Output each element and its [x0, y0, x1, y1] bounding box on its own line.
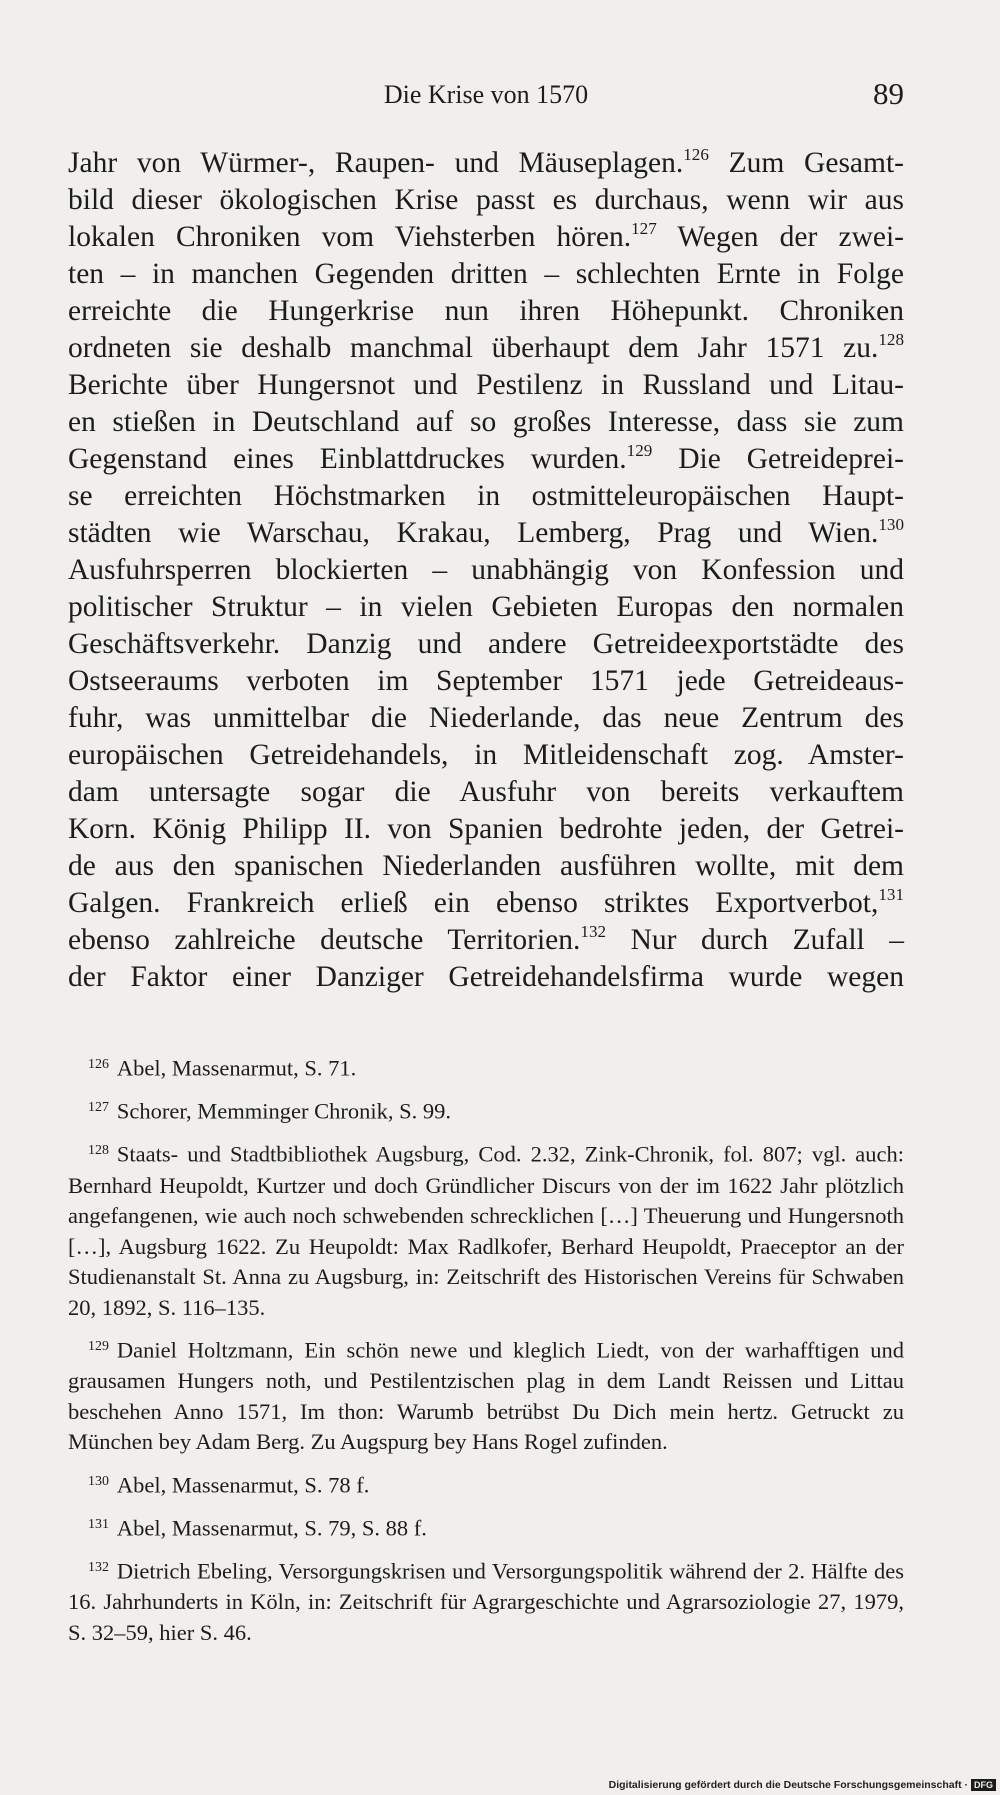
body-line-text: dam untersagte sogar die Ausfuhr von bereits verkauftem: [68, 776, 904, 808]
body-line-text: lokalen Chroniken vom Viehsterben hören.: [68, 221, 632, 253]
body-line-text: ten – in manchen Gegenden dritten – schlechten Ernte in Folge: [68, 258, 904, 290]
body-line: [68, 478, 904, 515]
body-line: [68, 737, 904, 774]
footnote-number: 131: [88, 1516, 109, 1532]
body-line-text: en stießen in Deutschland auf so großes Interesse, dass sie zum: [68, 406, 904, 438]
body-line: [68, 959, 904, 996]
body-line-text-after: Nur durch Zufall –: [606, 924, 905, 956]
footnote-reference: 131: [878, 885, 904, 905]
body-line-text-after: Zum Gesamt-: [708, 147, 904, 179]
body-line-text: Gegenstand eines Einblattdruckes wurden.: [68, 443, 627, 475]
footnote-text: Daniel Holtzmann, Ein schön newe und kleglich Liedt, von der warhafftigen und grausamen Hungers noth, und Pestilentzischen plag in dem Landt Reissen und Littau beschehen Anno 1571, Im thon: Warumb betrübst Du Dich mein hertz. Getruckt zu München bey Adam Berg. Zu Augspurg bey Hans Rogel zufinden.: [68, 1337, 904, 1455]
body-line-text: Ostseeraums verboten im September 1571 jede Getreideaus-: [68, 665, 904, 697]
footnote-number: 127: [88, 1100, 109, 1116]
body-line: [68, 441, 904, 478]
body-line: [68, 885, 904, 922]
body-line-text: Galgen. Frankreich erließ ein ebenso striktes Exportverbot,: [68, 887, 879, 919]
body-line-text: der Faktor einer Danziger Getreidehandelsfirma wurde wegen: [68, 961, 904, 993]
footnote-number: 128: [88, 1143, 109, 1159]
body-line-text: erreichte die Hungerkrise nun ihren Höhepunkt. Chroniken: [68, 295, 904, 327]
body-line: [68, 663, 904, 700]
body-line: [68, 626, 904, 663]
page-number: 89: [873, 76, 904, 111]
footnote-text: Abel, Massenarmut, S. 71.: [116, 1055, 357, 1081]
footnote: [68, 1553, 904, 1648]
body-line: [68, 848, 904, 885]
footnote: [68, 1050, 904, 1084]
digitization-note: Digitalisierung gefördert durch die Deutsche Forschungsgemeinschaft ·: [608, 1779, 968, 1791]
footnote: [68, 1093, 904, 1127]
body-line-text: ordneten sie deshalb manchmal überhaupt dem Jahr 1571 zu.: [68, 332, 879, 364]
footnote-text: Abel, Massenarmut, S. 79, S. 88 f.: [116, 1515, 427, 1541]
footnote-number: 130: [88, 1473, 109, 1489]
body-line: [68, 256, 904, 293]
footnote-reference: 126: [683, 145, 709, 165]
footnote: [68, 1332, 904, 1458]
body-line-text: europäischen Getreidehandels, in Mitleidenschaft zog. Amster-: [68, 739, 904, 771]
page-header: [68, 76, 904, 116]
footnotes: [68, 1050, 904, 1657]
body-line: [68, 811, 904, 848]
footnote-text: Dietrich Ebeling, Versorgungskrisen und Versorgungspolitik während der 2. Hälfte des 16. Jahrhunderts in Köln, in: Zeitschrift für Agrargeschichte und Agrarsoziologie 27, 1979, S. 32–59, hier S. 46.: [68, 1558, 904, 1645]
footnote: [68, 1136, 904, 1323]
footnote-text: Abel, Massenarmut, S. 78 f.: [116, 1472, 370, 1498]
body-line: [68, 293, 904, 330]
running-title: Die Krise von 1570: [383, 80, 589, 109]
body-line-text: bild dieser ökologischen Krise passt es durchaus, wenn wir aus: [68, 184, 904, 216]
footnote-reference: 132: [580, 922, 607, 942]
body-line: [68, 219, 904, 256]
body-line: [68, 330, 904, 367]
body-line-text-after: Die Getreideprei-: [652, 443, 904, 475]
footnote-number: 129: [88, 1339, 109, 1355]
body-line-text: Ausfuhrsperren blockierten – unabhängig von Konfession und: [68, 554, 904, 586]
footnote: [68, 1467, 904, 1501]
body-line-text: städten wie Warschau, Krakau, Lemberg, Prag und Wien.: [68, 517, 879, 549]
body-line: [68, 700, 904, 737]
dfg-logo-icon: DFG: [971, 1779, 996, 1791]
body-line-text: Geschäftsverkehr. Danzig und andere Getreideexportstädte des: [68, 628, 904, 660]
body-text: [68, 145, 904, 996]
footnote-reference: 128: [878, 330, 904, 350]
footnote-text: Schorer, Memminger Chronik, S. 99.: [116, 1098, 451, 1124]
body-line-text: Berichte über Hungersnot und Pestilenz in Russland und Litau-: [68, 369, 904, 401]
body-line-text: Korn. König Philipp II. von Spanien bedrohte jeden, der Getrei-: [68, 813, 904, 845]
footnote-reference: 129: [626, 441, 653, 461]
body-line: [68, 182, 904, 219]
body-line-text: ebenso zahlreiche deutsche Territorien.: [68, 924, 581, 956]
digitization-footer: [609, 1779, 996, 1791]
body-line: [68, 589, 904, 626]
body-line: [68, 367, 904, 404]
footnote-reference: 130: [878, 515, 904, 535]
body-line-text-after: Wegen der zwei-: [656, 221, 904, 253]
body-line: [68, 922, 904, 959]
footnote-number: 132: [88, 1560, 109, 1576]
body-line: [68, 552, 904, 589]
body-line: [68, 145, 904, 182]
body-line-text: Jahr von Würmer-, Raupen- und Mäuseplagen.: [68, 147, 684, 179]
body-line: [68, 404, 904, 441]
footnote-text: Staats- und Stadtbibliothek Augsburg, Cod. 2.32, Zink-Chronik, fol. 807; vgl. auch: Bernhard Heupoldt, Kurtzer und doch Gründlicher Discurs von der im 1622 Jahr plötzlich angefangenen, wie auch noch schwebenden schrecklichen […] Theuerung und Hungersnoth […], Augsburg 1622. Zu Heupoldt: Max Radlkofer, Berhard Heupoldt, Praeceptor an der Studienanstalt St. Anna zu Augsburg, in: Zeitschrift des Historischen Vereins für Schwaben 20, 1892, S. 116–135.: [68, 1142, 904, 1320]
footnote: [68, 1510, 904, 1544]
footnote-number: 126: [88, 1057, 109, 1072]
footnote-reference: 127: [631, 219, 657, 239]
body-line-text: de aus den spanischen Niederlanden ausführen wollte, mit dem: [68, 850, 904, 882]
body-line-text: fuhr, was unmittelbar die Niederlande, das neue Zentrum des: [68, 702, 904, 734]
body-line-text: se erreichten Höchstmarken in ostmitteleuropäischen Haupt-: [68, 480, 904, 512]
body-line: [68, 774, 904, 811]
body-line: [68, 515, 904, 552]
body-line-text: politischer Struktur – in vielen Gebieten Europas den normalen: [68, 591, 904, 623]
